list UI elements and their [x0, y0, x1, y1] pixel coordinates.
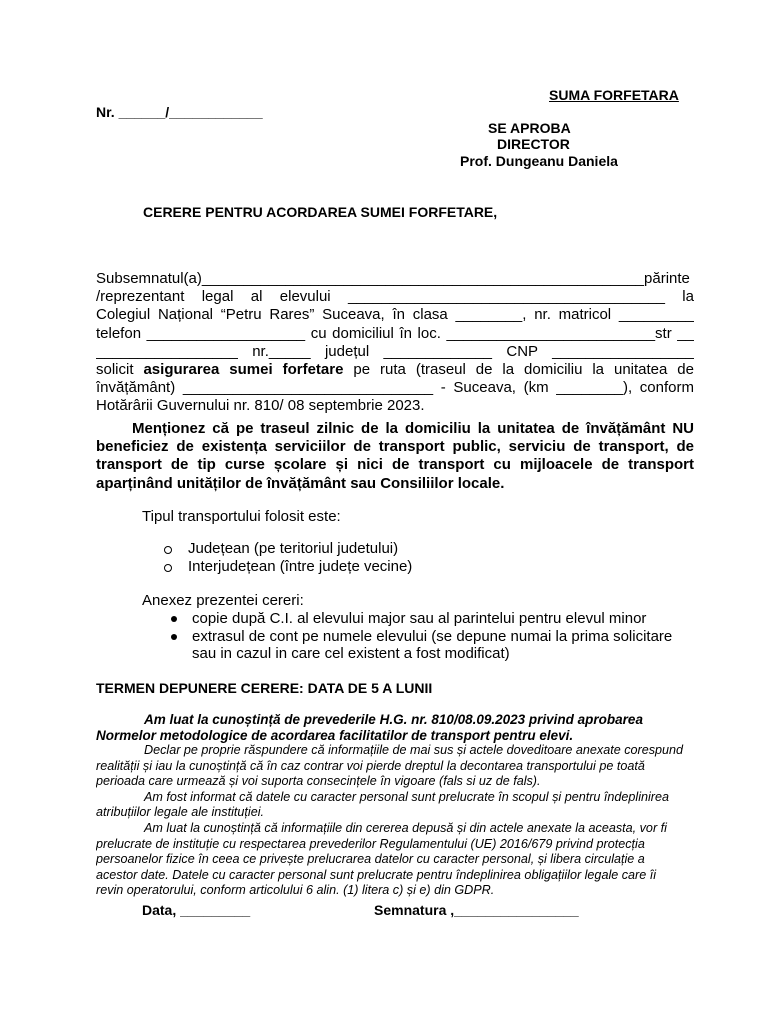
form-line: telefon ___________________ cu domiciliul în loc. _________________________str __ — [96, 324, 694, 342]
form-type-label: SUMA FORFETARA — [549, 87, 679, 103]
signature-field: Semnatura ,________________ — [374, 902, 579, 918]
form-section — [96, 270, 694, 416]
request-line: Hotărârii Guvernului nr. 810/ 08 septembrie 2023. — [96, 397, 425, 415]
approval-label: SE APROBA — [488, 120, 571, 136]
document-title: CERERE PENTRU ACORDAREA SUMEI FORFETARE, — [143, 204, 498, 220]
declaration-line: aparținând unităților de învățământ sau Consiliilor locale. — [96, 474, 505, 492]
transport-option-county: Județean (pe teritoriul judetului) — [188, 540, 399, 557]
legal-line: revin operatorului, conform articolului 6 alin. (1) litera c) și e) din GDPR. — [96, 883, 495, 898]
annex-label: Anexez prezentei cereri: — [142, 592, 304, 609]
legal-line: Am luat la cunoștință că informațiile din cererea depusă și din actele anexate la aceasta, vor fi — [144, 820, 667, 835]
form-line: Subsemnatul(a)_____________________________________________________părinte — [96, 270, 690, 287]
registration-number: Nr. ______/____________ — [96, 104, 263, 120]
option-circle-icon — [164, 546, 172, 554]
legal-line: acestor date. Datele cu caracter personal sunt prelucrate pentru îndeplinirea obligațiilor legale care îi — [96, 867, 657, 882]
legal-line: realității și iau la cunoștință că în caz contrar voi pierde dreptul la decontarea transportului pe toată — [96, 758, 645, 773]
transport-option-intercounty: Interjudețean (între județe vecine) — [188, 558, 413, 575]
legal-line: Declar pe proprie răspundere că informațiile de mai sus și actele doveditoare anexate corespund — [144, 743, 684, 757]
legal-line: persoanelor fizice în ceea ce privește prelucrarea datelor cu caracter personal, și libera circulație a — [96, 852, 645, 867]
bullet-icon — [171, 634, 177, 640]
legal-line: Normelor metodologice de acordarea facilitatilor de transport pentru elevi. — [96, 727, 574, 743]
legal-line: perioada care urmează și voi suporta consecințele în vigoare (fals si uz de fals). — [96, 774, 541, 789]
form-line: Colegiul Național “Petru Rares” Suceava, în clasa ________, nr. matricol _________ — [96, 306, 694, 324]
director-label: DIRECTOR — [497, 136, 570, 152]
declaration — [96, 420, 694, 493]
annex-item-continued: sau in cazul in care cel existent a fost modificat) — [192, 645, 510, 662]
legal-line: Am luat la cunoștință de prevederile H.G. nr. 810/08.09.2023 privind aprobarea — [144, 712, 643, 727]
declaration-line: transport de tip curse școlare și nici de transport cu mijloacele de transport — [96, 456, 694, 474]
request-line: învățământ) ______________________________ - Suceava, (km ________), conform — [96, 379, 694, 397]
option-circle-icon — [164, 564, 172, 572]
annex-item: extrasul de cont pe numele elevului (se depune numai la prima solicitare — [192, 628, 673, 645]
request-line: solicit asigurarea sumei forfetare pe ruta (traseul de la domiciliu la unitatea de — [96, 360, 694, 378]
legal-line: prelucrate de instituție cu respectarea prevederilor Regulamentului (UE) 2016/679 privind protecția — [96, 836, 645, 851]
transport-type-label: Tipul transportului folosit este: — [142, 508, 341, 525]
annex-item: copie după C.I. al elevului major sau al parintelui pentru elevul minor — [192, 610, 647, 627]
declaration-line: beneficiez de existența serviciilor de transport public, serviciu de transport, de — [96, 438, 694, 456]
form-line: _________________ nr._____ județul _____________ CNP _________________ — [96, 342, 694, 360]
legal-line: Am fost informat că datele cu caracter personal sunt prelucrate în scopul și pentru îndeplinirea — [144, 789, 670, 804]
legal-declarations — [96, 743, 706, 899]
declaration-line: Menționez că pe traseul zilnic de la domiciliu la unitatea de învățământ NU — [132, 420, 694, 437]
submission-deadline: TERMEN DEPUNERE CERERE: DATA DE 5 A LUNII — [96, 680, 433, 696]
date-field: Data, _________ — [142, 902, 251, 918]
bullet-icon — [171, 616, 177, 622]
director-name: Prof. Dungeanu Daniela — [460, 153, 618, 169]
legal-acknowledgement — [96, 712, 706, 743]
legal-line: atribuțiilor legale ale instituției. — [96, 805, 265, 820]
form-line: /reprezentant legal al elevului ______________________________________ la — [96, 288, 694, 306]
